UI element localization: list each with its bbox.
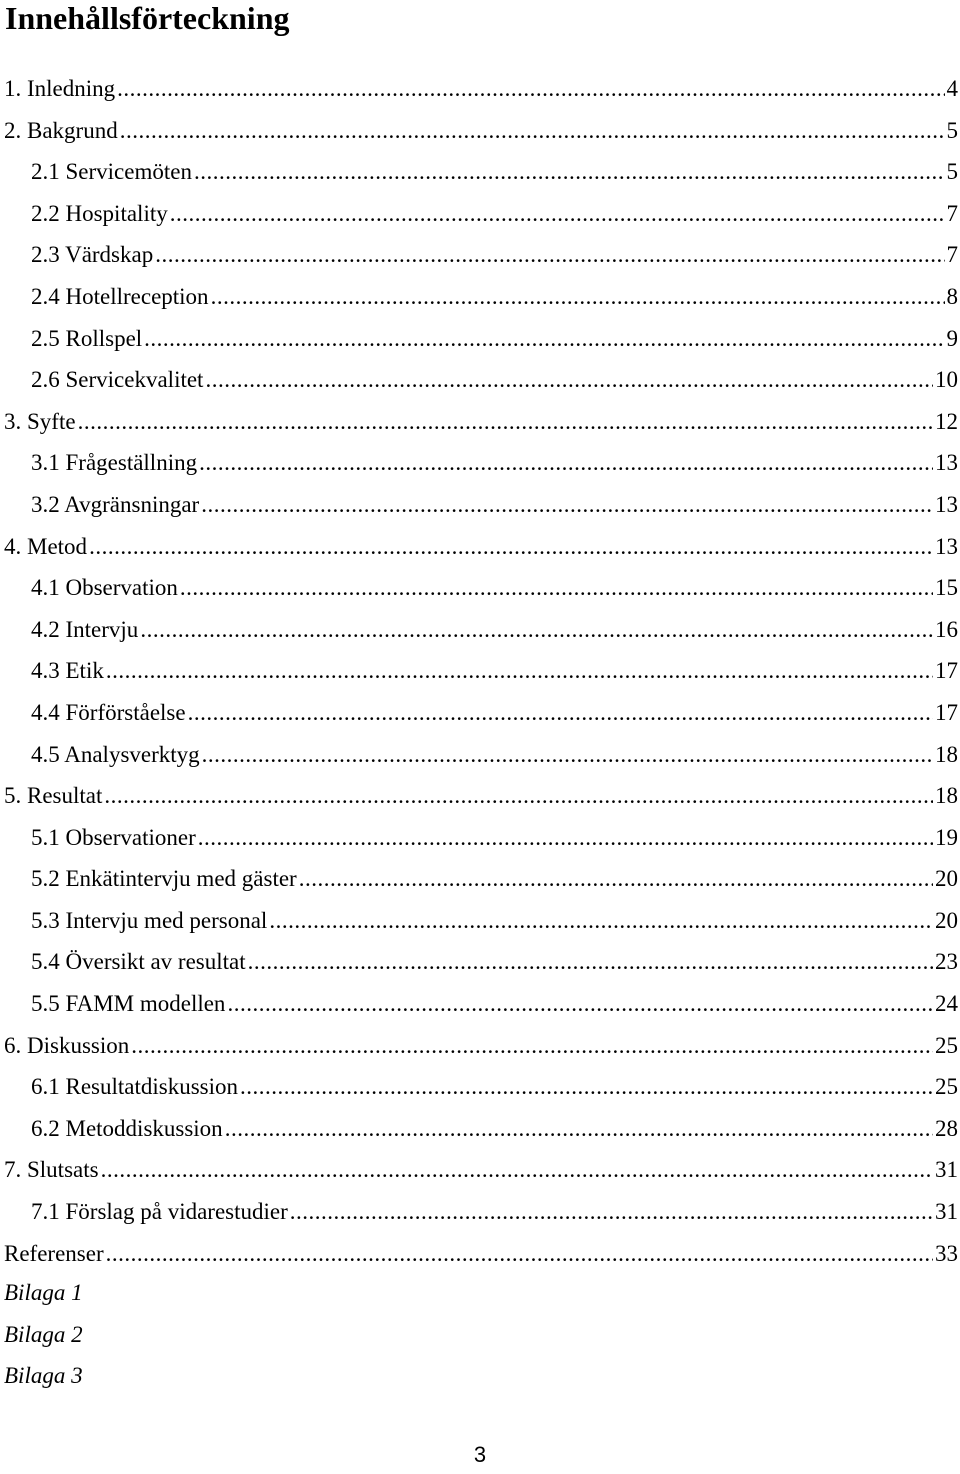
toc-entry[interactable] [0,692,960,734]
toc-entry[interactable] [0,110,960,152]
toc-entry-page: 13 [935,533,958,559]
dot-leader [248,941,933,983]
toc-entry-page: 19 [935,824,958,850]
toc-entry-page: 18 [935,783,958,809]
toc-entry-label: 2.6 Servicekvalitet [31,367,204,393]
toc-entry-page: 20 [935,866,958,892]
toc-entry-label: 2.4 Hotellreception [31,283,209,309]
dot-leader [117,68,944,110]
dot-leader [225,1108,933,1150]
appendix-item[interactable]: Bilaga 1 [4,1280,83,1305]
toc-entry-label: 1. Inledning [4,76,116,101]
toc-entry-label: 4. Metod [4,533,88,559]
toc-entry[interactable] [0,1191,960,1233]
toc-entry[interactable] [0,318,960,360]
dot-leader [240,1066,933,1108]
dot-leader [202,734,933,776]
toc-entry-label: 5.5 FAMM modellen [31,991,226,1017]
toc-entry-page: 20 [935,907,958,933]
toc-entry[interactable] [0,1066,960,1108]
dot-leader [227,983,933,1025]
toc-entry-page: 31 [935,1157,958,1183]
toc-entry-page: 25 [935,1074,958,1100]
dot-leader [269,900,933,942]
toc-entry[interactable] [0,359,960,401]
dot-leader [299,858,933,900]
dot-leader [78,401,933,443]
toc-entry-page: 33 [935,1240,958,1266]
toc-entry-label: 2. Bakgrund [4,117,118,143]
dot-leader [89,526,933,568]
dot-leader [104,775,933,817]
toc-entry-label: 2.3 Värdskap [31,242,154,268]
toc-entry-label: 2.1 Servicemöten [31,159,192,185]
toc-entry[interactable] [0,983,960,1025]
dot-leader [144,318,944,360]
dot-leader [211,276,945,318]
toc-entry-label: 6.2 Metoddiskussion [31,1115,223,1141]
toc-entry-label: 2.5 Rollspel [31,325,143,351]
toc-entry[interactable] [0,1108,960,1150]
dot-leader [140,609,933,651]
toc-entry-page: 8 [946,283,958,309]
appendix-item[interactable]: Bilaga 2 [4,1321,83,1347]
dot-leader [205,359,933,401]
toc-entry-page: 23 [935,949,958,975]
toc-entry[interactable] [0,1025,960,1067]
toc-entry-page: 13 [935,491,958,517]
toc-entry-label: 6. Diskussion [4,1032,130,1058]
toc-entry-page: 5 [946,117,958,143]
appendix-list [4,1272,83,1397]
toc-entry[interactable] [0,484,960,526]
toc-entry-label: 2.2 Hospitality [31,200,168,226]
toc-entry[interactable] [0,567,960,609]
toc-entry-label: 4.5 Analysverktyg [31,741,200,767]
toc-entry-label: 3.1 Frågeställning [31,450,198,476]
toc-entry-label: 5.1 Observationer [31,824,196,850]
dot-leader [188,692,933,734]
toc-entry-page: 25 [935,1032,958,1058]
toc-entry-page: 7 [946,242,958,268]
toc-entry[interactable] [0,817,960,859]
toc-entry-label: 3. Syfte [4,408,76,434]
toc-entry[interactable] [0,193,960,235]
dot-leader [290,1191,933,1233]
toc-entry[interactable] [0,1149,960,1191]
toc-entry-page: 31 [935,1199,958,1225]
toc-entry[interactable] [0,734,960,776]
toc-entry[interactable] [0,442,960,484]
dot-leader [198,817,933,859]
toc-entry[interactable] [0,775,960,817]
toc-entry[interactable] [0,1233,960,1275]
page-title: Innehållsförteckning [5,0,290,36]
toc-entry-label: 4.2 Intervju [31,616,139,642]
toc-entry-page: 4 [946,76,958,101]
toc-entry[interactable] [0,609,960,651]
page-number: 3 [473,1442,487,1467]
appendix-item[interactable]: Bilaga 3 [4,1363,83,1389]
dot-leader [131,1025,933,1067]
toc-entry-label: 5.2 Enkätintervju med gäster [31,866,297,892]
toc-entry[interactable] [0,900,960,942]
table-of-contents [0,68,960,1274]
toc-entry-page: 5 [946,159,958,185]
toc-entry-page: 9 [946,325,958,351]
toc-entry[interactable] [0,650,960,692]
dot-leader [199,442,933,484]
toc-entry-page: 18 [935,741,958,767]
toc-entry-page: 24 [935,991,958,1017]
toc-entry[interactable] [0,276,960,318]
toc-entry-page: 10 [935,367,958,393]
toc-entry-label: 4.3 Etik [31,658,104,684]
dot-leader [155,234,944,276]
toc-entry-page: 16 [935,616,958,642]
toc-entry-label: 3.2 Avgränsningar [31,491,200,517]
dot-leader [120,110,945,152]
toc-entry-page: 13 [935,450,958,476]
dot-leader [106,1233,933,1275]
toc-entry-label: 7. Slutsats [4,1157,99,1183]
toc-entry-label: 7.1 Förslag på vidarestudier [31,1199,288,1225]
toc-entry-label: 5.3 Intervju med personal [31,907,268,933]
dot-leader [194,151,945,193]
toc-entry[interactable] [0,401,960,443]
toc-entry-label: 5.4 Översikt av resultat [31,949,246,975]
toc-entry-page: 12 [935,408,958,434]
dot-leader [201,484,933,526]
toc-entry[interactable] [0,526,960,568]
toc-entry-label: 4.4 Förförståelse [31,699,186,725]
dot-leader [180,567,933,609]
toc-entry-label: Referenser [4,1240,104,1266]
toc-entry-label: 5. Resultat [4,783,103,809]
toc-entry[interactable] [0,68,960,110]
dot-leader [170,193,945,235]
toc-entry-page: 7 [946,200,958,226]
toc-entry-page: 28 [935,1115,958,1141]
toc-entry-label: 4.1 Observation [31,575,178,601]
toc-entry-label: 6.1 Resultatdiskussion [31,1074,239,1100]
toc-entry[interactable] [0,234,960,276]
dot-leader [101,1149,933,1191]
toc-entry-page: 17 [935,658,958,684]
toc-entry[interactable] [0,151,960,193]
toc-entry-page: 17 [935,699,958,725]
dot-leader [106,650,933,692]
toc-entry[interactable] [0,941,960,983]
toc-entry-page: 15 [935,575,958,601]
toc-entry[interactable] [0,858,960,900]
